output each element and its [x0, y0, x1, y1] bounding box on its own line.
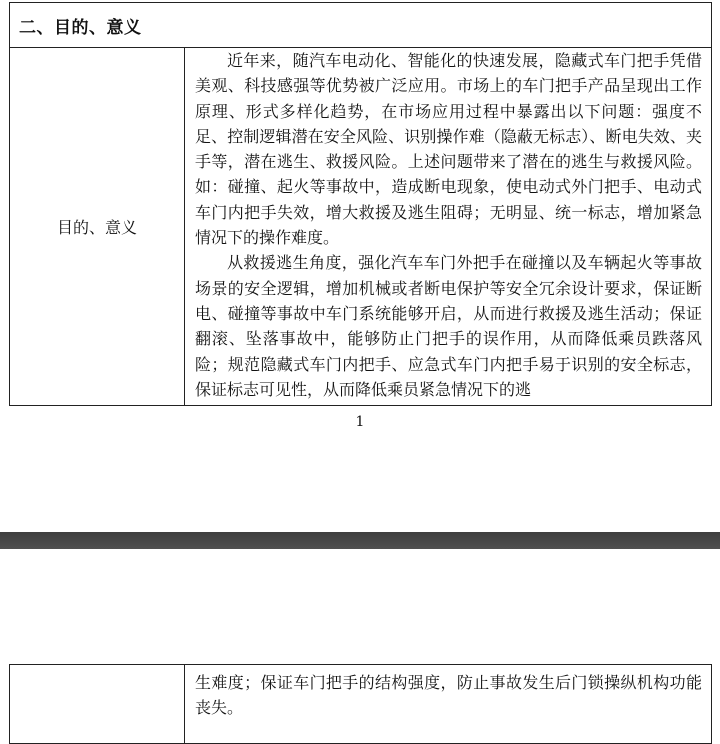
- paragraph-rescue: 从救援逃生角度，强化汽车车门外把手在碰撞以及车辆起火等事故场景的安全逻辑，增加机械或者断电保护等安全冗余设计要求，保证断电、碰撞等事故中车门系统能够开启，从而进行救援及逃生活动；保证翻滚、坠落事故中，能够防止门把手的误作用，从而降低乘员跌落风险；规范隐藏式车门内把手、应急式车门内把手易于识别的安全标志，保证标志可见性，从而降低乘员紧急情况下的逃: [195, 253, 702, 399]
- page-number: 1: [355, 414, 365, 430]
- row-label-cell-continued: [10, 665, 185, 743]
- row-label: 目的、意义: [56, 218, 137, 237]
- section-title: 二、目的、意义: [19, 18, 142, 38]
- content-cell: [185, 48, 711, 405]
- row-label-cell: [10, 48, 185, 405]
- purpose-table: [9, 2, 712, 406]
- paragraph-continuation: 生难度；保证车门把手的结构强度，防止事故发生后门锁操纵机构功能丧失。: [195, 673, 702, 718]
- document-page-2: [0, 549, 720, 723]
- content-cell-continued: [185, 665, 711, 743]
- purpose-table-continued: [9, 664, 712, 744]
- table-header-row: [10, 3, 711, 48]
- paragraph-background: 近年来，随汽车电动化、智能化的快速发展，隐藏式车门把手凭借美观、科技感强等优势被广泛应用。市场上的车门把手产品呈现出工作原理、形式多样化趋势，在市场应用过程中暴露出以下问题：强度不足、控制逻辑潜在安全风险、识别操作难（隐蔽无标志）、断电失效、夹手等，潜在逃生、救援风险。上述问题带来了潜在的逃生与救援风险。如：碰撞、起火等事故中，造成断电现象，使电动式外门把手、电动式车门内把手失效，增大救援及逃生阻碍；无明显、统一标志，增加紧急情况下的操作难度。: [195, 51, 702, 248]
- page-separator: [0, 532, 720, 549]
